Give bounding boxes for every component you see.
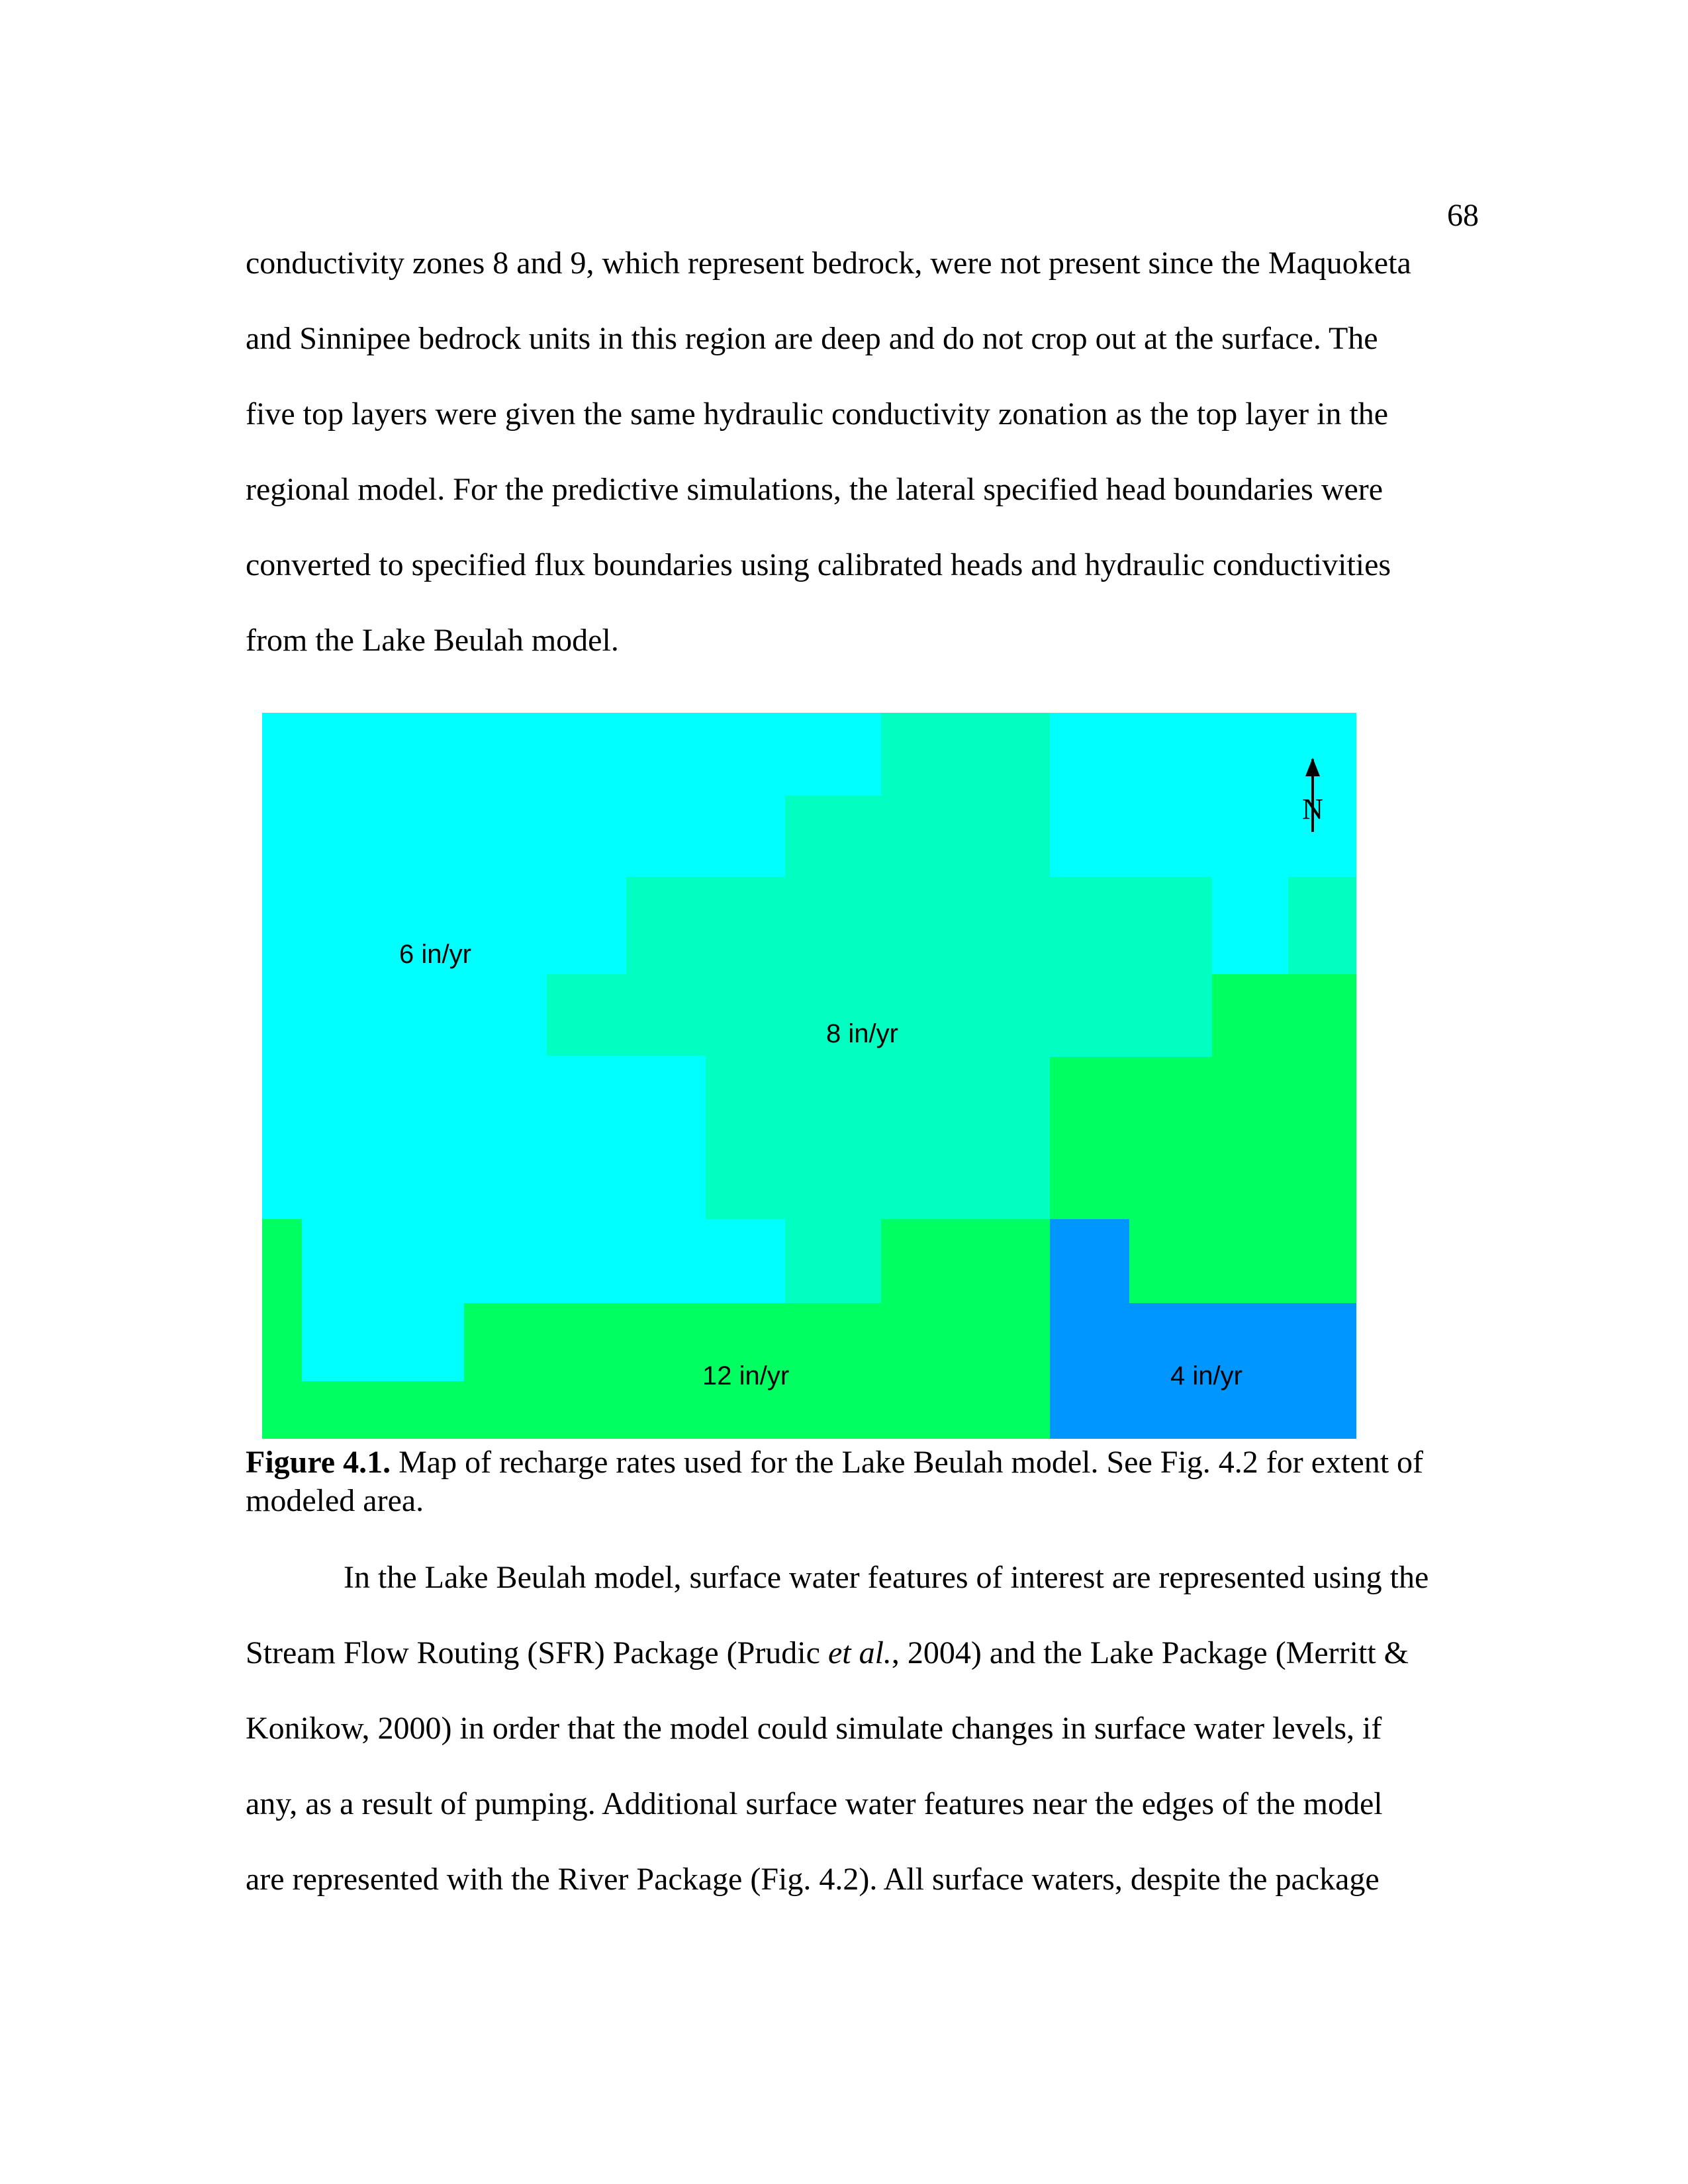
paragraph-line: In the Lake Beulah model, surface water features of interest are represented using the <box>344 1560 1429 1595</box>
page-number: 68 <box>1447 198 1479 233</box>
paragraph-2 <box>246 1558 1470 1935</box>
paragraph-line: are represented with the River Package (Fig. 4.2). All surface waters, despite the package <box>246 1862 1380 1897</box>
caption-text: Map of recharge rates used for the Lake Beulah model. See Fig. 4.2 for extent of modeled area. <box>246 1445 1424 1518</box>
paragraph-line: any, as a result of pumping. Additional surface water features near the edges of the model <box>246 1786 1383 1821</box>
paragraph-line: conductivity zones 8 and 9, which represent bedrock, were not present since the Maquoketa <box>246 246 1411 281</box>
paragraph-line: Konikow, 2000) in order that the model could simulate changes in surface water levels, if <box>246 1711 1382 1746</box>
paragraph-line: and Sinnipee bedrock units in this region are deep and do not crop out at the surface. The <box>246 321 1378 356</box>
zone-label-4: 4 in/yr <box>1170 1361 1243 1390</box>
figure-caption <box>246 1443 1470 1520</box>
zone-label-8: 8 in/yr <box>826 1019 898 1048</box>
paragraph-line: converted to specified flux boundaries using calibrated heads and hydraulic conductivities <box>246 547 1391 582</box>
paragraph-line: five top layers were given the same hydraulic conductivity zonation as the top layer in the <box>246 396 1389 432</box>
paragraph-line: regional model. For the predictive simulations, the lateral specified head boundaries were <box>246 472 1383 507</box>
paragraph-line-with-citation <box>246 1633 1470 1709</box>
paragraph-line: from the Lake Beulah model. <box>246 623 619 658</box>
italic-span: et al. <box>827 1635 892 1670</box>
caption-label: Figure 4.1. <box>246 1445 391 1480</box>
text-span: Stream Flow Routing (SFR) Package (Prudic <box>246 1635 828 1670</box>
zone-label-12: 12 in/yr <box>702 1361 790 1390</box>
north-label: N <box>1302 793 1323 825</box>
paragraph-1 <box>246 244 1470 696</box>
zone-label-6: 6 in/yr <box>399 940 471 969</box>
recharge-rate-map <box>262 713 1356 1439</box>
text-span: , 2004) and the Lake Package (Merritt & <box>891 1635 1409 1670</box>
